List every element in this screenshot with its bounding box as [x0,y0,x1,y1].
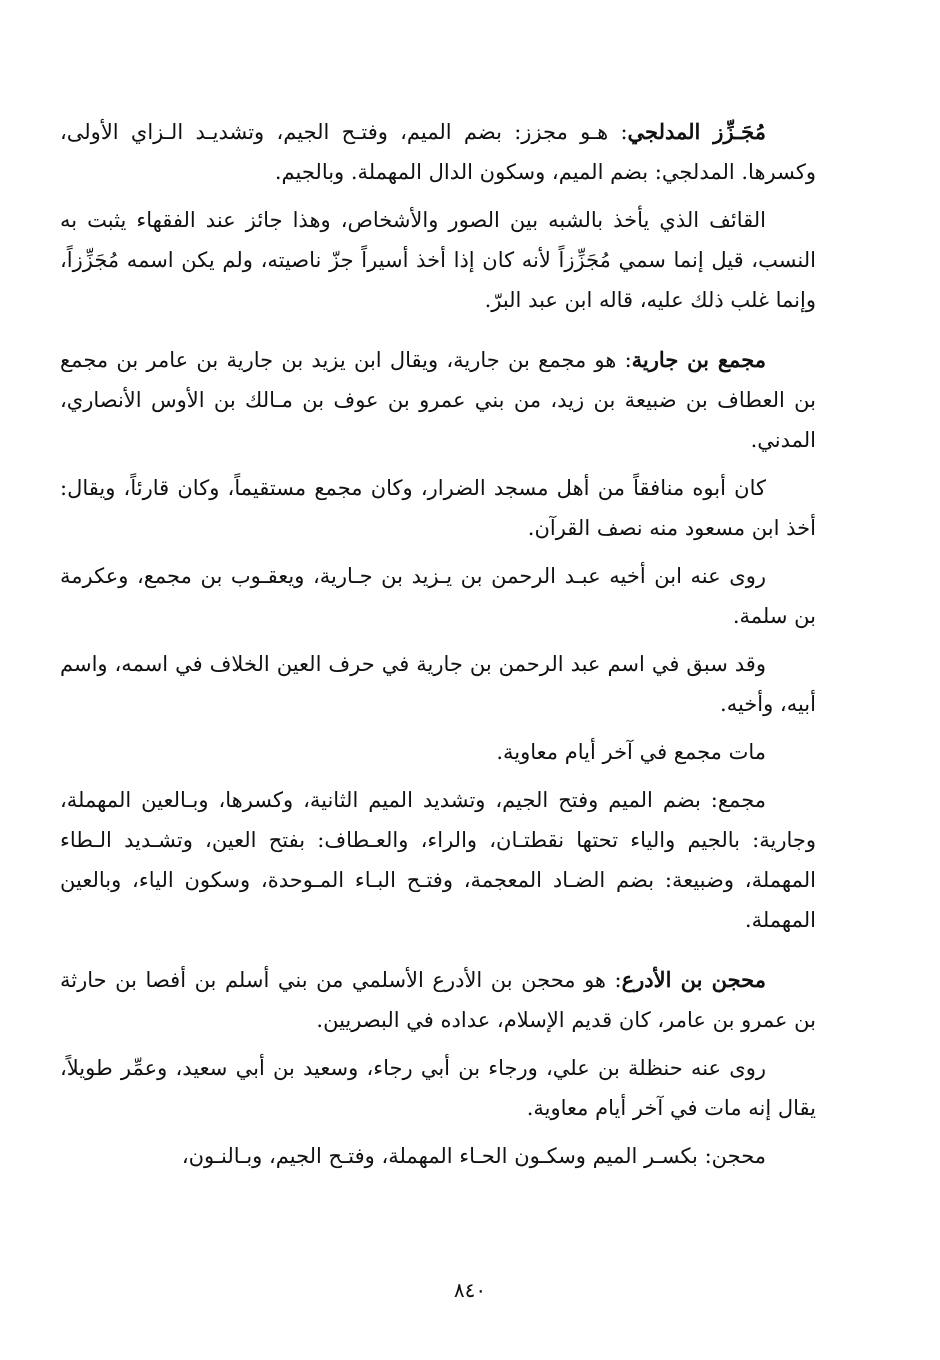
entry-heading: مُجَـزِّز المدلجي [627,119,766,144]
page-number: ٨٤٠ [453,1278,487,1302]
paragraph [60,732,816,772]
paragraph-text: كان أبوه منافقاً من أهل مسجد الضرار، وكان مجمع مستقيماً، وكان قارئاً، ويقال: أخذ ابن مسعود منه نصف القرآن. [60,476,816,540]
paragraph [60,1048,816,1128]
page-body [60,112,816,1312]
paragraph-text: مجمع: بضم الميم وفتح الجيم، وتشديد الميم الثانية، وكسرها، وبـالعين المهملة، وجارية: بالجيم والياء تحتها نقطتـان، والراء، والعـطاف: بفتح العين، وتشـديد الـطاء المهملة، وضبيعة: بضم الضـاد المعجمة، وفتـح البـاء المـوحدة، وسكون الياء، وبالعين المهملة. [60,788,816,932]
entry-text: : هـو مجزز: بضم الميم، وفتـح الجيم، وتشديـد الـزاي الأولى، وكسرها. المدلجي: بضم الميم، وسكون الدال المهملة. وبالجيم. [60,120,816,184]
paragraph-text: روى عنه ابن أخيه عبـد الرحمن بن يـزيد بن جـارية، ويعقـوب بن مجمع، وعكرمة بن سلمة. [60,564,816,628]
paragraph [60,780,816,940]
paragraph-text: محجن: بكسـر الميم وسكـون الحـاء المهملة، وفتـح الجيم، وبـالنـون، [181,1144,766,1168]
entry-text: : هو محجن بن الأدرع الأسلمي من بني أسلم بن أفصا بن حارثة بن عمرو بن عامر، كان قديم الإسلام، عداده في البصريين. [60,968,816,1032]
entry-mujazzir [60,112,816,192]
paragraph-text: روى عنه حنظلة بن علي، ورجاء بن أبي رجاء، وسعيد بن أبي سعيد، وعمِّر طويلاً، يقال إنه مات في آخر أيام معاوية. [60,1056,816,1120]
paragraph [60,468,816,548]
entry-mihjan [60,960,816,1040]
paragraph-text: وقد سبق في اسم عبد الرحمن بن جارية في حرف العين الخلاف في اسمه، واسم أبيه، وأخيه. [60,652,816,716]
entry-heading: محجن بن الأدرع [621,967,766,992]
paragraph [60,1136,816,1176]
entry-text: : هو مجمع بن جارية، ويقال ابن يزيد بن جارية بن عامر بن مجمع بن العطاف بن ضبيعة بن زيد، من بني عمرو بن عوف بن مـالك بن الأوس الأنصاري، المدني. [60,348,816,452]
paragraph [60,200,816,320]
paragraph-text: القائف الذي يأخذ بالشبه بين الصور والأشخاص، وهذا جائز عند الفقهاء يثبت به النسب، قيل إنما سمي مُجَزِّزاً لأنه كان إذا أخذ أسيراً جزّ ناصيته، ولم يكن اسمه مُجَزِّزاً، وإنما غلب ذلك عليه، قاله ابن عبد البرّ. [60,208,816,312]
paragraph [60,556,816,636]
paragraph [60,644,816,724]
entry-mujammi [60,340,816,460]
paragraph-text: مات مجمع في آخر أيام معاوية. [496,740,766,764]
entry-heading: مجمع بن جارية [631,347,766,372]
